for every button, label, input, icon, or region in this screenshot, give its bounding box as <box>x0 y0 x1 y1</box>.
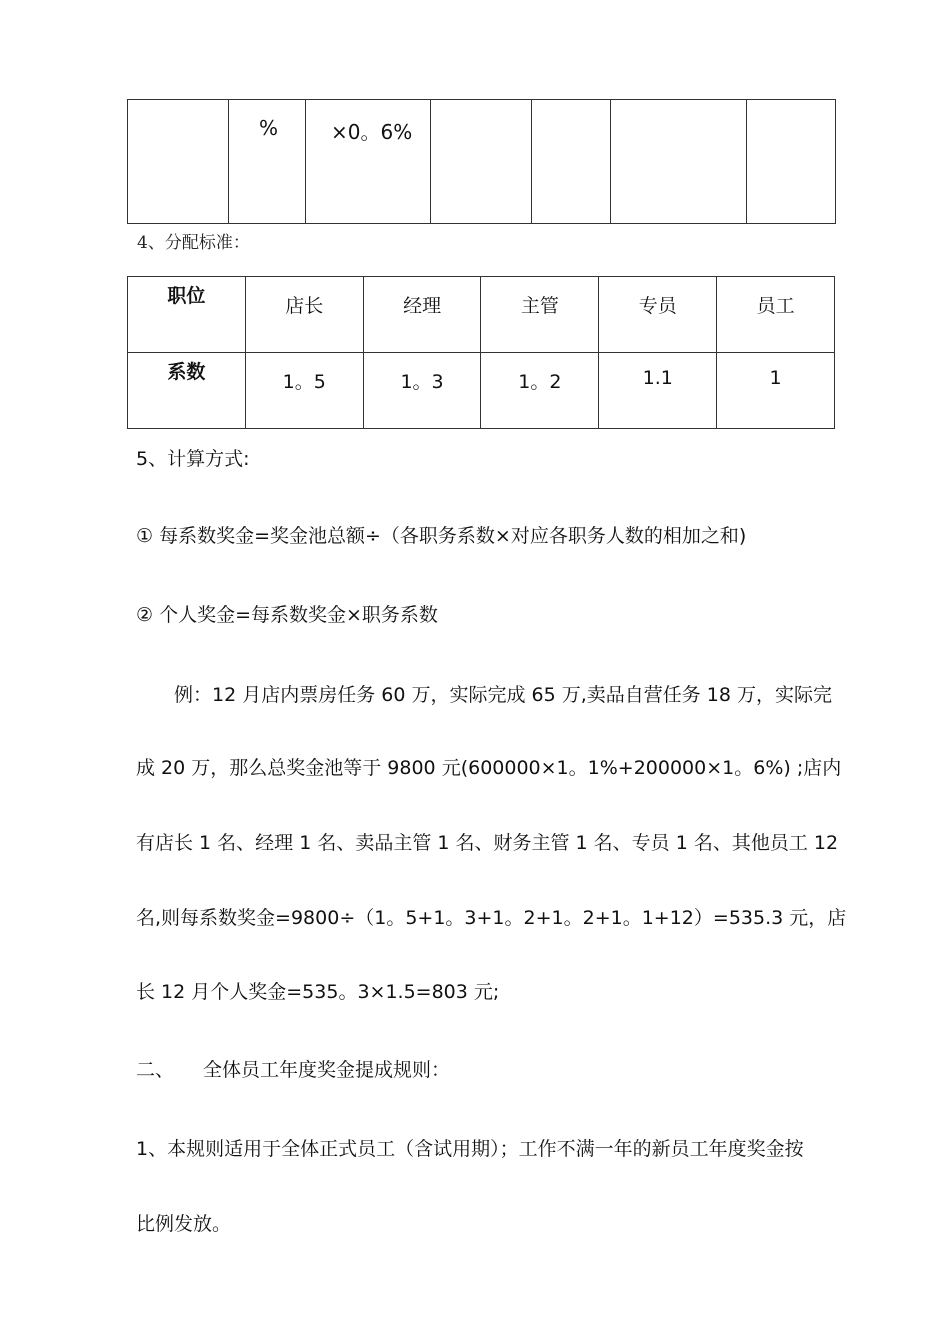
position-cell: 员工 <box>717 277 835 353</box>
coefficient-cell: 1。3 <box>363 353 481 429</box>
position-header-cell: 职位 <box>128 277 246 353</box>
position-cell: 店长 <box>245 277 363 353</box>
rule-line: 1、本规则适用于全体正式员工（含试用期）；工作不满一年的新员工年度奖金按 <box>136 1138 804 1160</box>
table-cell <box>747 100 836 224</box>
position-cell: 经理 <box>363 277 481 353</box>
table-cell <box>532 100 611 224</box>
formula-per-coefficient: ① 每系数奖金=奖金池总额÷（各职务系数×对应各职务人数的相加之和) <box>136 525 747 547</box>
position-cell: 主管 <box>481 277 599 353</box>
example-line: 名,则每系数奖金=9800÷（1。5+1。3+1。2+1。2+1。1+12）=535.3 元，店 <box>136 907 847 929</box>
section-heading-calculation: 5、计算方式: <box>136 448 250 470</box>
coefficient-cell: 1.1 <box>599 353 717 429</box>
formula-personal-bonus: ② 个人奖金=每系数奖金×职务系数 <box>136 604 438 626</box>
section-two-number: 二、 <box>136 1059 175 1081</box>
table-cell <box>128 100 229 224</box>
table-row <box>128 353 835 429</box>
example-line: 例：12 月店内票房任务 60 万，实际完成 65 万,卖品自营任务 18 万，实际完 <box>174 684 833 706</box>
table-cell <box>611 100 747 224</box>
table-cell: ×0。6% <box>306 100 431 224</box>
coefficient-cell: 1 <box>717 353 835 429</box>
table-row <box>128 100 836 224</box>
position-cell: 专员 <box>599 277 717 353</box>
coefficient-cell: 1。5 <box>245 353 363 429</box>
table-row <box>128 277 835 353</box>
coefficient-table <box>127 276 835 429</box>
section-two-title: 全体员工年度奖金提成规则： <box>203 1059 451 1081</box>
rule-line: 比例发放。 <box>136 1213 232 1235</box>
table-cell: % <box>229 100 306 224</box>
example-line: 长 12 月个人奖金=535。3×1.5=803 元; <box>136 981 500 1003</box>
section-heading-distribution: 4、分配标准： <box>137 233 250 253</box>
example-line: 有店长 1 名、经理 1 名、卖品主管 1 名、财务主管 1 名、专员 1 名、其他员工 12 <box>136 832 839 854</box>
coefficient-header-cell: 系数 <box>128 353 246 429</box>
bonus-rate-table <box>127 99 836 224</box>
table-cell <box>431 100 532 224</box>
coefficient-cell: 1。2 <box>481 353 599 429</box>
example-line: 成 20 万，那么总奖金池等于 9800 元(600000×1。1%+200000×1。6%) ;店内 <box>136 757 842 779</box>
